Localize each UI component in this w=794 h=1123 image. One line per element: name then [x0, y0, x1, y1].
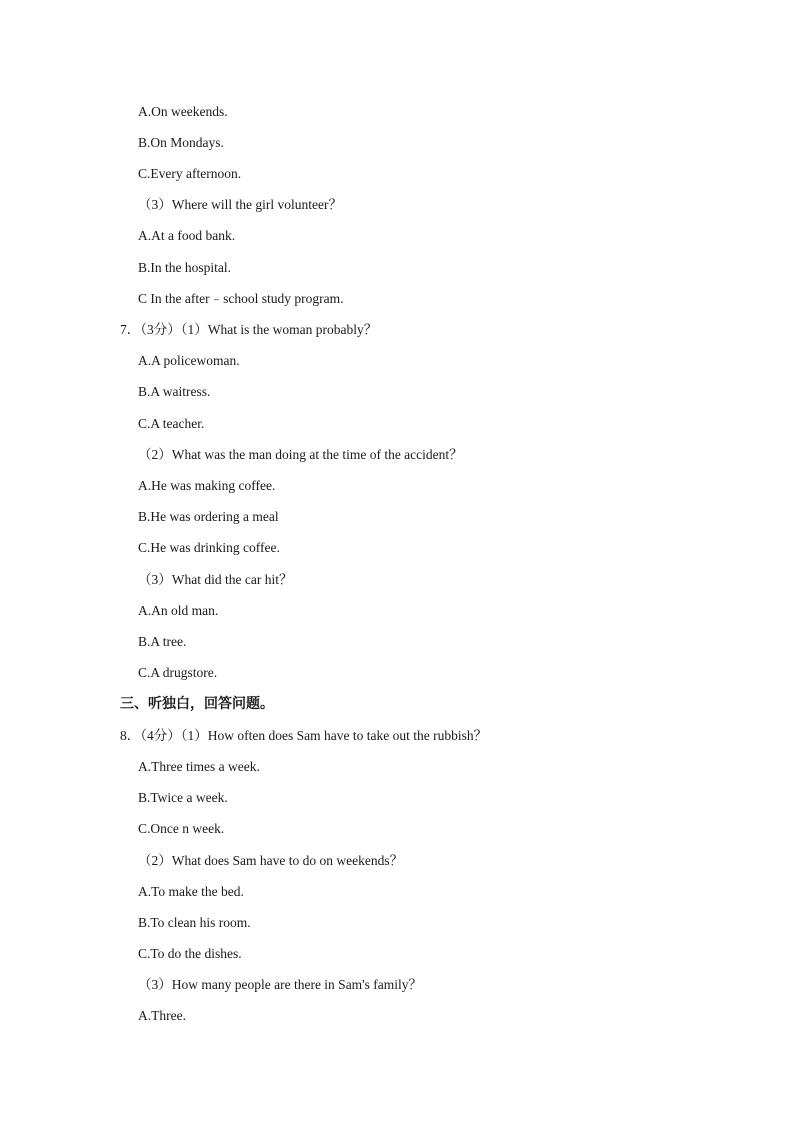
option-line: B.He was ordering a meal [138, 509, 279, 524]
option-line: C.A teacher. [138, 416, 205, 431]
sub-question-line: （2）What does Sam have to do on weekends？ [138, 853, 404, 868]
section-heading: 三、听独白，回答问题。 [120, 697, 274, 712]
option-line: C In the after﹣school study program. [138, 291, 344, 306]
sub-question-line: （3）Where will the girl volunteer？ [138, 197, 342, 212]
option-line: A.At a food bank. [138, 228, 236, 243]
option-line: B.Twice a week. [138, 790, 228, 805]
option-line: A.Three. [138, 1008, 186, 1023]
option-line: A.He was making coffee. [138, 478, 276, 493]
option-line: A.On weekends. [138, 104, 228, 119]
option-line: A.A policewoman. [138, 353, 240, 368]
option-line: B.In the hospital. [138, 260, 231, 275]
sub-question-line: （3）How many people are there in Sam's family？ [138, 977, 422, 992]
option-line: B.On Mondays. [138, 135, 224, 150]
option-line: A.To make the bed. [138, 884, 244, 899]
option-line: C.Once n week. [138, 821, 225, 836]
sub-question-line: （2）What was the man doing at the time of the accident？ [138, 447, 463, 462]
option-line: A.Three times a week. [138, 759, 260, 774]
option-line: C.A drugstore. [138, 665, 218, 680]
option-line: B.A waitress. [138, 384, 211, 399]
option-line: B.To clean his room. [138, 915, 251, 930]
question-line: 8．（4分）（1）How often does Sam have to take out the rubbish？ [120, 728, 488, 743]
option-line: C.Every afternoon. [138, 166, 242, 181]
sub-question-line: （3）What did the car hit？ [138, 572, 293, 587]
option-line: B.A tree. [138, 634, 187, 649]
option-line: C.He was drinking coffee. [138, 540, 280, 555]
option-line: C.To do the dishes. [138, 946, 242, 961]
option-line: A.An old man. [138, 603, 219, 618]
question-line: 7．（3分）（1）What is the woman probably？ [120, 322, 378, 337]
